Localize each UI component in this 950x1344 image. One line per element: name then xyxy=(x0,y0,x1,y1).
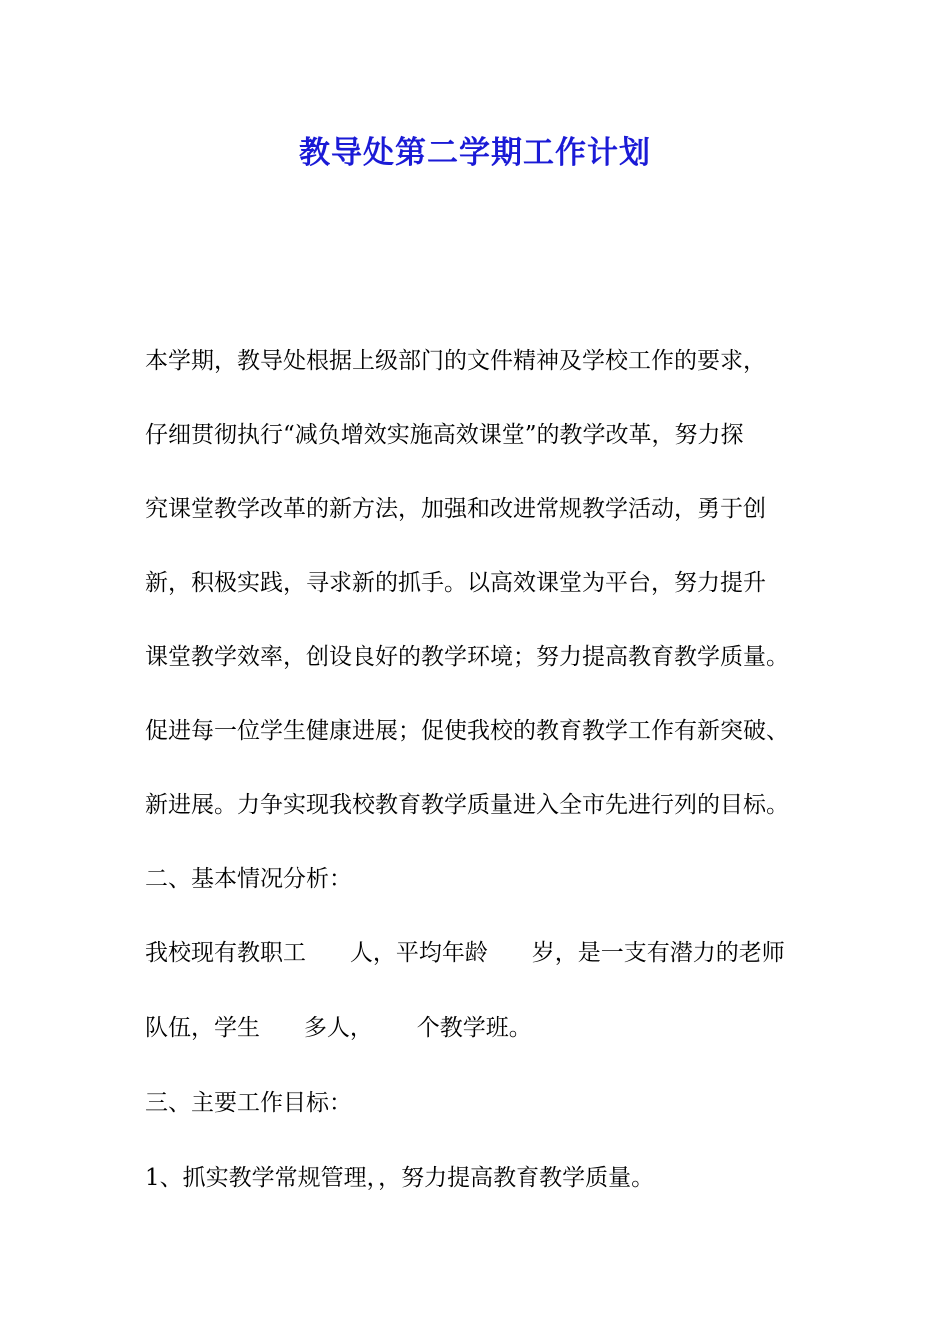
paragraph-line: 队伍，学生 多人， 个教学班。 xyxy=(145,1015,532,1041)
paragraph-line: 我校现有教职工 人，平均年龄 岁，是一支有潜力的老师 xyxy=(145,940,785,966)
paragraph-line: 究课堂教学改革的新方法，加强和改进常规教学活动，勇于创 xyxy=(145,496,766,522)
paragraph-line: 新，积极实践，寻求新的抓手。以高效课堂为平台，努力提升 xyxy=(145,570,766,596)
paragraph-line: 本学期，教导处根据上级部门的文件精神及学校工作的要求， xyxy=(145,348,766,374)
list-item: 1、抓实教学常规管理，，努力提高教育教学质量。 xyxy=(145,1165,655,1191)
paragraph-line: 促进每一位学生健康进展；促使我校的教育教学工作有新突破、 xyxy=(145,718,789,744)
paragraph-line: 仔细贯彻执行“减负增效实施高效课堂”的教学改革，努力探 xyxy=(145,422,744,448)
section-heading-main-goals: 三、主要工作目标： xyxy=(145,1090,352,1116)
paragraph-line: 新进展。力争实现我校教育教学质量进入全市先进行列的目标。 xyxy=(145,792,789,818)
paragraph-line: 课堂教学效率，创设良好的教学环境；努力提高教育教学质量。 xyxy=(145,644,789,670)
document-title: 教导处第二学期工作计划 xyxy=(299,135,651,171)
section-heading-basic-situation: 二、基本情况分析： xyxy=(145,866,352,892)
